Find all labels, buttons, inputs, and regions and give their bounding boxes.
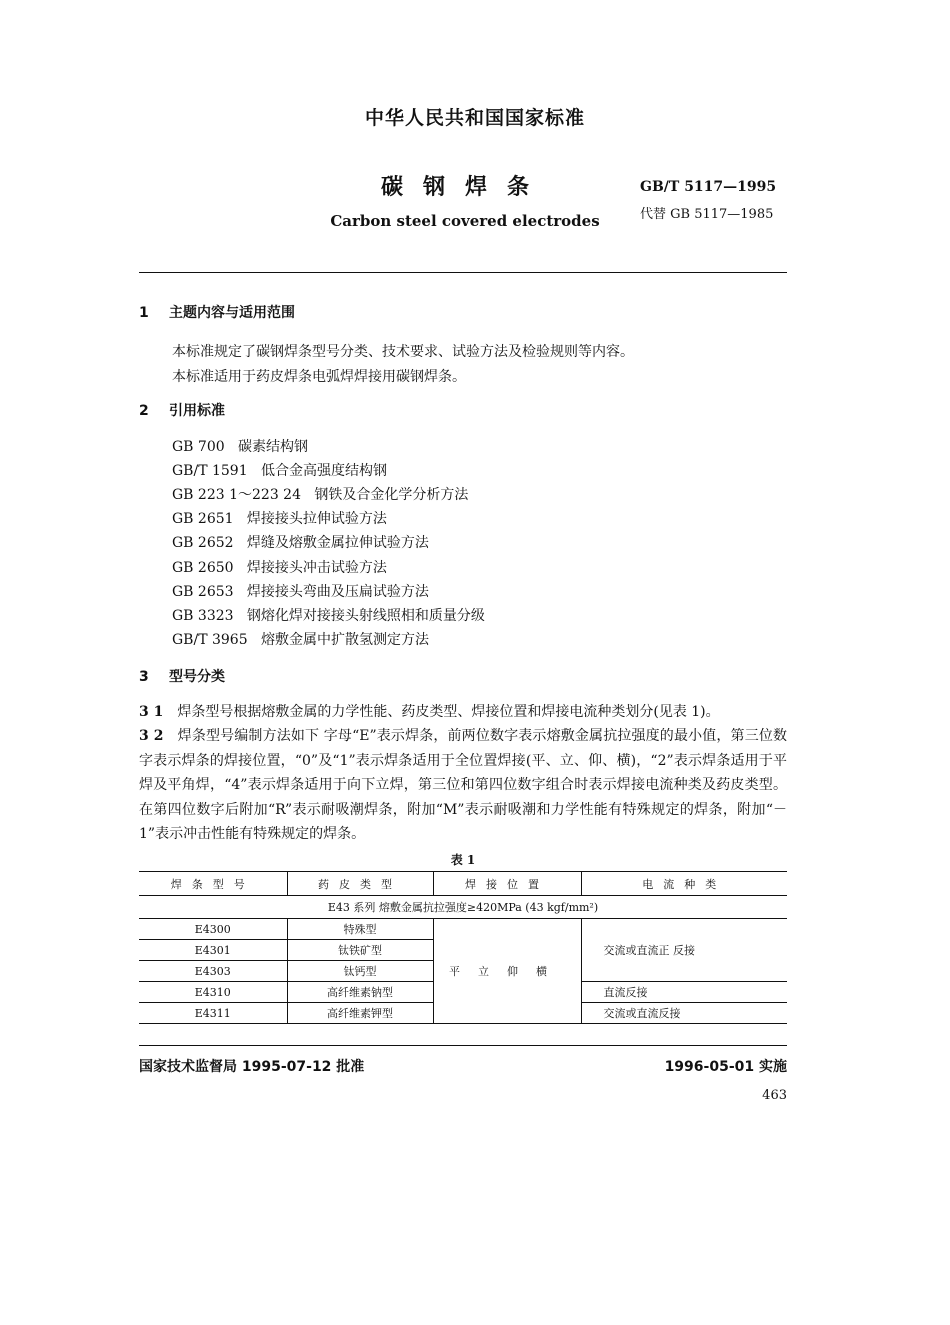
reference-item bbox=[172, 460, 387, 480]
reference-title: 焊接接头弯曲及压扁试验方法 bbox=[246, 584, 429, 600]
electrode-table bbox=[139, 871, 787, 1024]
section-title: 引用标准 bbox=[169, 403, 225, 419]
footer-divider bbox=[139, 1045, 787, 1046]
header-divider bbox=[139, 272, 787, 273]
approval-line: 国家技术监督局 1995-07-12 批准 bbox=[139, 1059, 365, 1075]
col-header-coating: 药皮类型 bbox=[287, 872, 433, 896]
scope-paragraph-2: 本标准适用于药皮焊条电弧焊焊接用碳钢焊条。 bbox=[172, 369, 466, 385]
section-number: 3 bbox=[139, 669, 149, 685]
section-number: 2 bbox=[139, 403, 149, 419]
current-cell: 交流或直流反接 bbox=[581, 1003, 787, 1024]
col-header-position: 焊接位置 bbox=[433, 872, 581, 896]
reference-item bbox=[172, 436, 308, 456]
reference-item bbox=[172, 629, 429, 649]
current-cell: 直流反接 bbox=[581, 982, 787, 1003]
section-number: 1 bbox=[139, 305, 149, 321]
coating-cell: 高纤维素钠型 bbox=[287, 982, 433, 1003]
standard-code: GB/T 5117—1995 bbox=[640, 179, 777, 195]
reference-item bbox=[172, 532, 429, 552]
section-title: 型号分类 bbox=[169, 669, 225, 685]
national-standard-heading: 中华人民共和国国家标准 bbox=[364, 107, 585, 129]
scope-paragraph-1: 本标准规定了碳钢焊条型号分类、技术要求、试验方法及检验规则等内容。 bbox=[172, 344, 634, 360]
reference-code: GB 2652 bbox=[172, 535, 234, 551]
reference-code: GB 2651 bbox=[172, 511, 234, 527]
table-header-row bbox=[139, 872, 787, 896]
reference-item bbox=[172, 508, 387, 528]
coating-cell: 特殊型 bbox=[287, 919, 433, 940]
reference-code: GB 700 bbox=[172, 439, 225, 455]
reference-title: 钢铁及合金化学分析方法 bbox=[314, 487, 469, 503]
coating-cell: 高纤维素钾型 bbox=[287, 1003, 433, 1024]
col-header-model: 焊条型号 bbox=[139, 872, 287, 896]
model-cell: E4311 bbox=[139, 1003, 287, 1024]
reference-title: 焊接接头拉伸试验方法 bbox=[246, 511, 387, 527]
reference-title: 碳素结构钢 bbox=[238, 439, 309, 455]
standard-title-en: Carbon steel covered electrodes bbox=[330, 212, 600, 230]
reference-item bbox=[172, 557, 387, 577]
reference-code: GB 2653 bbox=[172, 584, 234, 600]
reference-code: GB/T 1591 bbox=[172, 463, 248, 479]
reference-title: 低合金高强度结构钢 bbox=[260, 463, 387, 479]
clause-3-1 bbox=[139, 700, 787, 725]
coating-cell: 钛铁矿型 bbox=[287, 940, 433, 961]
col-header-current: 电流种类 bbox=[581, 872, 787, 896]
effective-date: 1996-05-01 实施 bbox=[664, 1059, 787, 1075]
reference-code: GB 223 1～223 24 bbox=[172, 487, 301, 503]
reference-item bbox=[172, 605, 485, 625]
model-cell: E4300 bbox=[139, 919, 287, 940]
series-row bbox=[139, 896, 787, 919]
reference-title: 钢熔化焊对接接头射线照相和质量分级 bbox=[246, 608, 485, 624]
section-heading-2 bbox=[139, 400, 225, 420]
page-number: 463 bbox=[762, 1088, 787, 1103]
current-cell: 交流或直流正 反接 bbox=[581, 919, 787, 982]
clause-text: 焊条型号编制方法如下 字母“E”表示焊条，前两位数字表示熔敷金属抗拉强度的最小值，第三位数字表示焊条的焊接位置，“0”及“1”表示焊条适用于全位置焊接(平、立、仰、横)，“2”表示焊条适用于平焊及平角焊，“4”表示焊条适用于向下立焊，第三位和第四位数字组合时表示焊接电流种类及药皮类型。在第四位数字后附加“R”表示耐吸潮焊条，附加“M”表示耐吸潮和力学性能有特殊规定的焊条，附加“－1”表示冲击性能有特殊规定的焊条。 bbox=[139, 728, 788, 842]
section-heading-1 bbox=[139, 302, 295, 322]
clause-number: 3 2 bbox=[139, 728, 164, 744]
model-cell: E4310 bbox=[139, 982, 287, 1003]
table-title: 表 1 bbox=[450, 853, 476, 867]
reference-title: 焊接接头冲击试验方法 bbox=[246, 560, 387, 576]
reference-item bbox=[172, 581, 429, 601]
reference-item bbox=[172, 484, 468, 504]
section-heading-3 bbox=[139, 666, 225, 686]
table-row bbox=[139, 919, 787, 940]
reference-title: 焊缝及熔敷金属拉伸试验方法 bbox=[246, 535, 429, 551]
coating-cell: 钛钙型 bbox=[287, 961, 433, 982]
model-cell: E4303 bbox=[139, 961, 287, 982]
series-cell: E43 系列 熔敷金属抗拉强度≥420MPa (43 kgf/mm²) bbox=[139, 896, 787, 919]
model-cell: E4301 bbox=[139, 940, 287, 961]
section-title: 主题内容与适用范围 bbox=[169, 305, 295, 321]
clause-number: 3 1 bbox=[139, 704, 164, 720]
standard-title-cn: 碳钢焊条 bbox=[380, 175, 549, 200]
reference-code: GB 2650 bbox=[172, 560, 234, 576]
clause-3-2 bbox=[139, 724, 787, 847]
position-cell: 平立仰横 bbox=[433, 919, 581, 1024]
clause-text: 焊条型号根据熔敷金属的力学性能、药皮类型、焊接位置和焊接电流种类划分(见表 1)。 bbox=[177, 704, 720, 720]
reference-code: GB 3323 bbox=[172, 608, 234, 624]
replaces-standard: 代替 GB 5117—1985 bbox=[640, 207, 774, 222]
reference-title: 熔敷金属中扩散氢测定方法 bbox=[260, 632, 429, 648]
reference-code: GB/T 3965 bbox=[172, 632, 248, 648]
